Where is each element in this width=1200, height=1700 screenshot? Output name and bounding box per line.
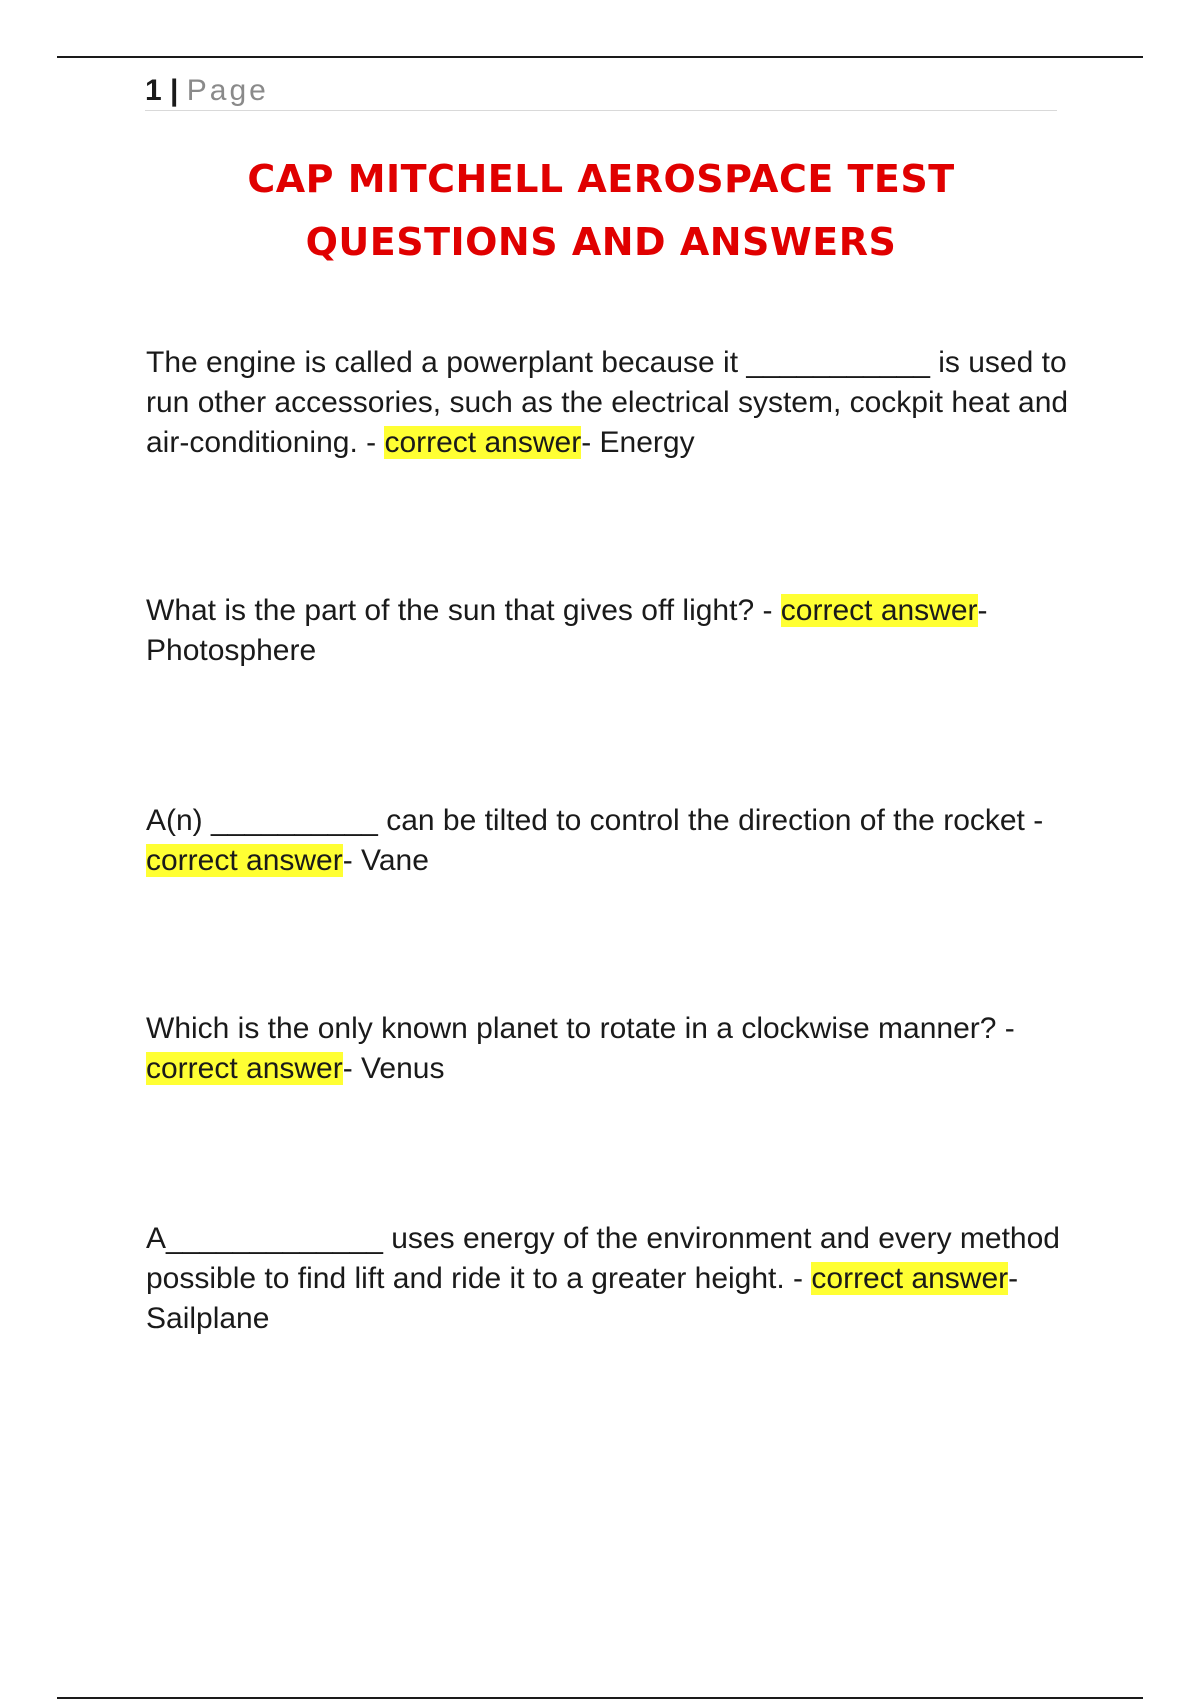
correct-answer-marker: correct answer (811, 1262, 1009, 1295)
page-label: Page (186, 74, 269, 107)
qa-item (146, 1219, 1076, 1339)
qa-item (146, 1009, 1076, 1089)
correct-answer-marker: correct answer (146, 1052, 343, 1085)
answer-text: - Photosphere (146, 594, 988, 667)
correct-answer-marker: correct answer (146, 844, 343, 877)
answer-text: - Sailplane (146, 1262, 1019, 1335)
question-text: A(n) __________ can be tilted to control the direction of the rocket - (146, 804, 1044, 837)
page-number: 1 (145, 74, 162, 107)
qa-item (146, 801, 1076, 881)
title-line-2: QUESTIONS AND ANSWERS (305, 220, 897, 264)
correct-answer-marker: correct answer (384, 426, 582, 459)
top-rule (57, 56, 1143, 58)
correct-answer-marker: correct answer (780, 594, 978, 627)
page-header (145, 72, 1057, 111)
question-text: A_____________ uses energy of the environment and every method possible to find lift and ride it to a greater height. - (146, 1222, 1060, 1295)
question-text: The engine is called a powerplant because it ___________ is used to run other accessories, such as the electrical system, cockpit heat and air-conditioning. - (146, 346, 1069, 459)
answer-text: - Energy (581, 426, 695, 459)
title-line-1: CAP MITCHELL AEROSPACE TEST (247, 157, 955, 201)
answer-text: - Vane (342, 844, 429, 877)
question-text: Which is the only known planet to rotate in a clockwise manner? - (146, 1012, 1015, 1045)
page-separator: | (170, 74, 179, 107)
answer-text: - Venus (342, 1052, 445, 1085)
question-text: What is the part of the sun that gives off light? - (146, 594, 781, 627)
qa-item (146, 591, 1076, 671)
bottom-rule (57, 1697, 1143, 1699)
document-title (145, 148, 1057, 274)
qa-item (146, 343, 1076, 463)
